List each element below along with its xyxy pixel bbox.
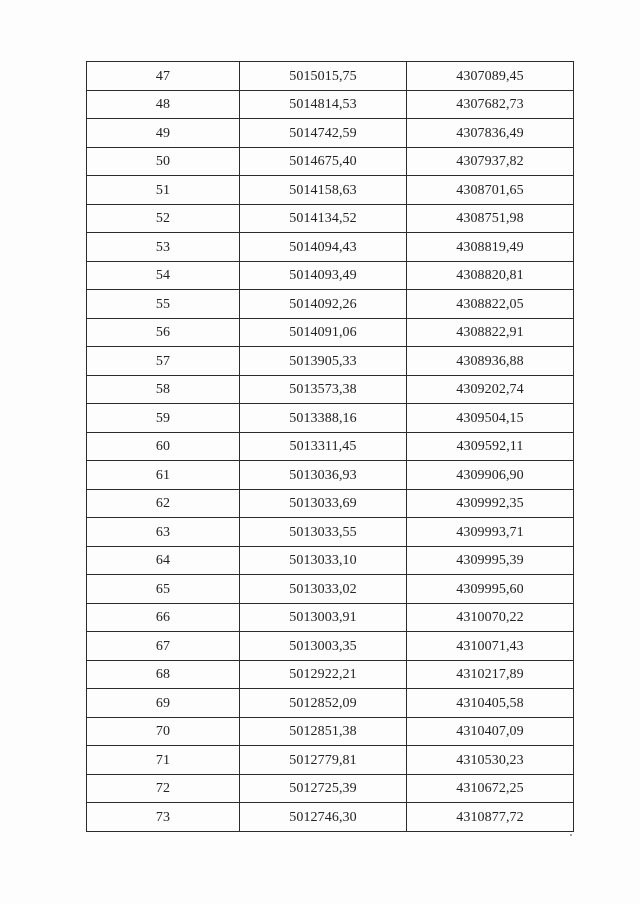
x-coordinate-cell xyxy=(240,632,407,661)
cell-text: 4308822,91 xyxy=(456,325,524,341)
y-coordinate-cell xyxy=(407,746,574,775)
cell-text: 5013033,55 xyxy=(289,524,357,540)
y-coordinate-cell xyxy=(407,632,574,661)
x-coordinate-cell xyxy=(240,461,407,490)
cell-text: 50 xyxy=(155,154,171,170)
cell-text: 5012852,09 xyxy=(289,695,357,711)
point-number-cell xyxy=(87,233,240,262)
table-row xyxy=(87,689,574,718)
y-coordinate-cell xyxy=(407,261,574,290)
cell-text: 5013033,69 xyxy=(289,496,357,512)
cell-text: 54 xyxy=(155,268,171,284)
cell-text: 5013388,16 xyxy=(289,410,357,426)
y-coordinate-cell xyxy=(407,62,574,91)
point-number-cell xyxy=(87,746,240,775)
table-row xyxy=(87,660,574,689)
table-row xyxy=(87,233,574,262)
y-coordinate-cell xyxy=(407,90,574,119)
point-number-cell xyxy=(87,176,240,205)
y-coordinate-cell xyxy=(407,461,574,490)
y-coordinate-cell xyxy=(407,233,574,262)
x-coordinate-cell xyxy=(240,176,407,205)
cell-text: 5014158,63 xyxy=(289,182,357,198)
cell-text: 62 xyxy=(155,496,171,512)
point-number-cell xyxy=(87,62,240,91)
cell-text: 4310071,43 xyxy=(456,638,524,654)
cell-text: 59 xyxy=(155,410,171,426)
cell-text: 5012725,39 xyxy=(289,781,357,797)
cell-text: 5014094,43 xyxy=(289,239,357,255)
cell-text: 4309993,71 xyxy=(456,524,524,540)
cell-text: 4310407,09 xyxy=(456,724,524,740)
table-row xyxy=(87,774,574,803)
cell-text: 5015015,75 xyxy=(289,68,357,84)
point-number-cell xyxy=(87,375,240,404)
table-row xyxy=(87,119,574,148)
table-row xyxy=(87,746,574,775)
x-coordinate-cell xyxy=(240,261,407,290)
cell-text: 60 xyxy=(155,439,171,455)
x-coordinate-cell xyxy=(240,518,407,547)
point-number-cell xyxy=(87,90,240,119)
cell-text: 4308936,88 xyxy=(456,353,524,369)
y-coordinate-cell xyxy=(407,803,574,832)
table-row xyxy=(87,62,574,91)
cell-text: 4310530,23 xyxy=(456,752,524,768)
point-number-cell xyxy=(87,432,240,461)
x-coordinate-cell xyxy=(240,318,407,347)
x-coordinate-cell xyxy=(240,204,407,233)
point-number-cell xyxy=(87,717,240,746)
table-row xyxy=(87,290,574,319)
cell-text: 4309592,11 xyxy=(456,439,524,455)
point-number-cell xyxy=(87,489,240,518)
cell-text: 66 xyxy=(155,610,171,626)
cell-text: 61 xyxy=(155,467,171,483)
cell-text: 5013311,45 xyxy=(289,439,357,455)
cell-text: 5012746,30 xyxy=(289,809,357,825)
table-row xyxy=(87,147,574,176)
coordinates-table xyxy=(86,61,574,832)
x-coordinate-cell xyxy=(240,546,407,575)
cell-text: 47 xyxy=(155,68,171,84)
x-coordinate-cell xyxy=(240,575,407,604)
cell-text: 63 xyxy=(155,524,171,540)
point-number-cell xyxy=(87,261,240,290)
y-coordinate-cell xyxy=(407,689,574,718)
cell-text: 5014814,53 xyxy=(289,97,357,113)
cell-text: 52 xyxy=(155,211,171,227)
table-row xyxy=(87,575,574,604)
cell-text: 4309995,39 xyxy=(456,553,524,569)
x-coordinate-cell xyxy=(240,347,407,376)
cell-text: 71 xyxy=(155,752,171,768)
x-coordinate-cell xyxy=(240,147,407,176)
y-coordinate-cell xyxy=(407,318,574,347)
x-coordinate-cell xyxy=(240,404,407,433)
table-row xyxy=(87,347,574,376)
cell-text: 4310070,22 xyxy=(456,610,524,626)
cell-text: 4308701,65 xyxy=(456,182,524,198)
table-row xyxy=(87,90,574,119)
table-row xyxy=(87,204,574,233)
table-row xyxy=(87,318,574,347)
x-coordinate-cell xyxy=(240,290,407,319)
cell-text: 4309995,60 xyxy=(456,581,524,597)
cell-text: 4308822,05 xyxy=(456,296,524,312)
y-coordinate-cell xyxy=(407,575,574,604)
cell-text: 5014134,52 xyxy=(289,211,357,227)
cell-text: 4310672,25 xyxy=(456,781,524,797)
cell-text: 72 xyxy=(155,781,171,797)
y-coordinate-cell xyxy=(407,660,574,689)
y-coordinate-cell xyxy=(407,375,574,404)
point-number-cell xyxy=(87,603,240,632)
table-row xyxy=(87,261,574,290)
point-number-cell xyxy=(87,575,240,604)
point-number-cell xyxy=(87,689,240,718)
cell-text: 5014675,40 xyxy=(289,154,357,170)
y-coordinate-cell xyxy=(407,432,574,461)
table-row xyxy=(87,461,574,490)
table-row xyxy=(87,603,574,632)
y-coordinate-cell xyxy=(407,204,574,233)
table-row xyxy=(87,803,574,832)
cell-text: 4307836,49 xyxy=(456,125,524,141)
x-coordinate-cell xyxy=(240,774,407,803)
table-row xyxy=(87,404,574,433)
cell-text: 69 xyxy=(155,695,171,711)
x-coordinate-cell xyxy=(240,233,407,262)
cell-text: 4309992,35 xyxy=(456,496,524,512)
cell-text: 5014093,49 xyxy=(289,268,357,284)
cell-text: 55 xyxy=(155,296,171,312)
cell-text: 49 xyxy=(155,125,171,141)
cell-text: 53 xyxy=(155,239,171,255)
point-number-cell xyxy=(87,461,240,490)
cell-text: 5014091,06 xyxy=(289,325,357,341)
cell-text: 5013036,93 xyxy=(289,467,357,483)
cell-text: 4308820,81 xyxy=(456,268,524,284)
x-coordinate-cell xyxy=(240,90,407,119)
point-number-cell xyxy=(87,660,240,689)
cell-text: 5013033,10 xyxy=(289,553,357,569)
point-number-cell xyxy=(87,546,240,575)
point-number-cell xyxy=(87,774,240,803)
table-row xyxy=(87,632,574,661)
x-coordinate-cell xyxy=(240,746,407,775)
cell-text: 4307089,45 xyxy=(456,68,524,84)
x-coordinate-cell xyxy=(240,717,407,746)
y-coordinate-cell xyxy=(407,347,574,376)
cell-text: 5013033,02 xyxy=(289,581,357,597)
cell-text: 4310877,72 xyxy=(456,809,524,825)
cell-text: 4307682,73 xyxy=(456,97,524,113)
y-coordinate-cell xyxy=(407,717,574,746)
cell-text: 64 xyxy=(155,553,171,569)
point-number-cell xyxy=(87,204,240,233)
point-number-cell xyxy=(87,147,240,176)
y-coordinate-cell xyxy=(407,518,574,547)
cell-text: 73 xyxy=(155,809,171,825)
point-number-cell xyxy=(87,632,240,661)
table-row xyxy=(87,518,574,547)
cell-text: 67 xyxy=(155,638,171,654)
cell-text: 56 xyxy=(155,325,171,341)
cell-text: 5014092,26 xyxy=(289,296,357,312)
cell-text: 48 xyxy=(155,97,171,113)
cell-text: 5013573,38 xyxy=(289,382,357,398)
y-coordinate-cell xyxy=(407,290,574,319)
cell-text: 4309906,90 xyxy=(456,467,524,483)
x-coordinate-cell xyxy=(240,689,407,718)
cell-text: 5012851,38 xyxy=(289,724,357,740)
cell-text: 51 xyxy=(155,182,171,198)
x-coordinate-cell xyxy=(240,119,407,148)
scan-speck xyxy=(570,834,572,836)
table-row xyxy=(87,375,574,404)
point-number-cell xyxy=(87,290,240,319)
cell-text: 4310217,89 xyxy=(456,667,524,683)
y-coordinate-cell xyxy=(407,774,574,803)
cell-text: 5014742,59 xyxy=(289,125,357,141)
y-coordinate-cell xyxy=(407,546,574,575)
x-coordinate-cell xyxy=(240,803,407,832)
cell-text: 5012779,81 xyxy=(289,752,357,768)
cell-text: 57 xyxy=(155,353,171,369)
cell-text: 58 xyxy=(155,382,171,398)
x-coordinate-cell xyxy=(240,660,407,689)
table-row xyxy=(87,546,574,575)
y-coordinate-cell xyxy=(407,603,574,632)
point-number-cell xyxy=(87,518,240,547)
x-coordinate-cell xyxy=(240,603,407,632)
table-row xyxy=(87,176,574,205)
cell-text: 4309202,74 xyxy=(456,382,524,398)
cell-text: 4308751,98 xyxy=(456,211,524,227)
table-row xyxy=(87,432,574,461)
y-coordinate-cell xyxy=(407,119,574,148)
cell-text: 4310405,58 xyxy=(456,695,524,711)
cell-text: 65 xyxy=(155,581,171,597)
point-number-cell xyxy=(87,803,240,832)
table-row xyxy=(87,717,574,746)
cell-text: 68 xyxy=(155,667,171,683)
cell-text: 5013003,91 xyxy=(289,610,357,626)
coordinates-table-body xyxy=(87,62,574,832)
cell-text: 4307937,82 xyxy=(456,154,524,170)
y-coordinate-cell xyxy=(407,404,574,433)
cell-text: 4309504,15 xyxy=(456,410,524,426)
y-coordinate-cell xyxy=(407,176,574,205)
cell-text: 5013905,33 xyxy=(289,353,357,369)
point-number-cell xyxy=(87,119,240,148)
x-coordinate-cell xyxy=(240,62,407,91)
point-number-cell xyxy=(87,404,240,433)
y-coordinate-cell xyxy=(407,489,574,518)
point-number-cell xyxy=(87,318,240,347)
table-row xyxy=(87,489,574,518)
cell-text: 5012922,21 xyxy=(289,667,357,683)
x-coordinate-cell xyxy=(240,375,407,404)
cell-text: 70 xyxy=(155,724,171,740)
x-coordinate-cell xyxy=(240,489,407,518)
y-coordinate-cell xyxy=(407,147,574,176)
point-number-cell xyxy=(87,347,240,376)
cell-text: 4308819,49 xyxy=(456,239,524,255)
cell-text: 5013003,35 xyxy=(289,638,357,654)
x-coordinate-cell xyxy=(240,432,407,461)
